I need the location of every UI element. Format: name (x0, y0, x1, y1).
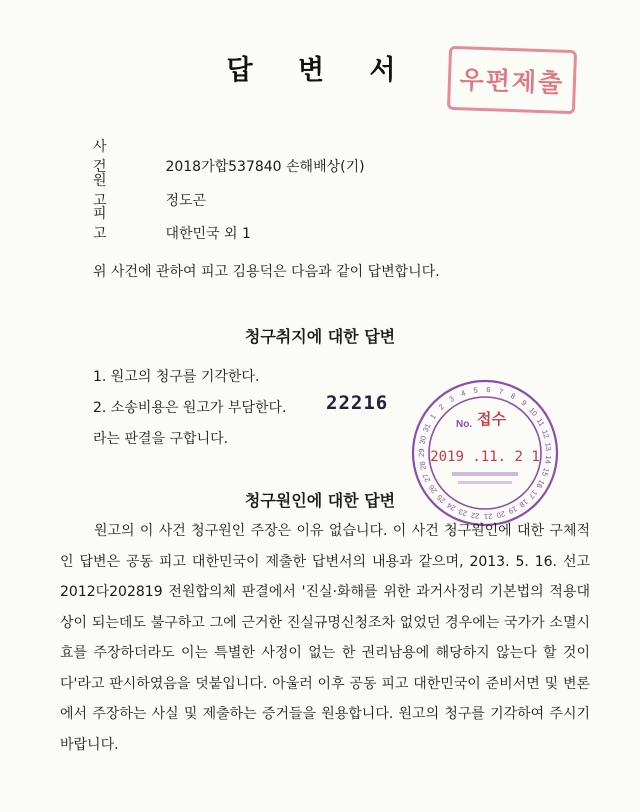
receipt-ring-number: 23 (457, 506, 469, 519)
claim-cause-body: 원고의 이 사건 청구원인 주장은 이유 없습니다. 이 사건 청구원인에 대한 구체적인 답변은 공동 피고 대한민국이 제출한 답변서의 내용과 같으며, 2013. 5. 16. 선고 2012다202819 전원합의체 판결에서 '진실·화해를 위한 과거사정리 기본법의 적용대상이 되는데도 불구하고 그에 근거한 진실규명신청조차 없었던 경우에는 국가가 소멸시효를 주장하더라도 이는 특별한 사정이 없는 한 권리남용에 해당하지 않는다 할 것이다'라고 판시하였음을 덧붙입니다. 아울러 이후 공동 피고 대한민국이 준비서면 및 변론에서 주장하는 사실 및 제출하는 증거들을 원용합니다. 원고의 청구를 기각하여 주시기 바랍니다. (60, 523, 590, 753)
receipt-ring-number: 3 (447, 394, 456, 404)
intro-sentence: 위 사건에 관하여 피고 김용덕은 다음과 같이 답변합니다. (93, 264, 440, 280)
receipt-ring-number: 17 (526, 488, 540, 501)
receipt-ring-number: 9 (519, 398, 529, 408)
receipt-date: 2019 .11. 2 1 (430, 449, 540, 465)
receipt-ring-number: 24 (445, 500, 458, 513)
claim-closing: 라는 판결을 구합니다. (93, 431, 229, 447)
receipt-ring-number: 28 (417, 460, 429, 471)
plaintiff-label: 원고 (93, 173, 123, 209)
receipt-court-line-1 (452, 472, 518, 476)
receipt-ring-number: 26 (426, 483, 439, 496)
receipt-ring-number: 25 (435, 492, 448, 506)
receipt-ring-number: 12 (540, 428, 552, 440)
receipt-ring-number: 15 (539, 466, 552, 478)
receipt-ring-number: 29 (416, 448, 427, 457)
receipt-ring-number: 18 (517, 497, 530, 510)
receipt-ring-number: 13 (543, 442, 554, 452)
receipt-label: 접수 (477, 410, 506, 428)
claim-item-2: 2. 소송비용은 원고가 부담한다. (93, 400, 287, 416)
case-label: 사건 (93, 139, 123, 175)
plaintiff-value: 정도곤 (165, 193, 207, 209)
receipt-ring-number: 1 (428, 412, 438, 421)
section-heading-claim-purpose: 청구취지에 대한 답변 (244, 327, 396, 346)
defendant-label: 피고 (93, 206, 123, 242)
case-value: 2018가합537840 손해배상(기) (165, 159, 365, 175)
postal-submission-stamp: 우편제출 (447, 46, 577, 114)
stamp-number: 22216 (326, 392, 389, 414)
receipt-ring-number: 6 (486, 384, 491, 395)
receipt-ring-number: 7 (497, 386, 505, 397)
receipt-ring-number: 4 (459, 388, 467, 399)
receipt-ring-number: 11 (534, 416, 547, 428)
receipt-ring-number: 20 (495, 509, 506, 520)
receipt-ring-number: 22 (470, 510, 480, 521)
receipt-ring-number: 27 (420, 472, 433, 484)
receipt-ring-number: 2 (436, 402, 446, 412)
receipt-ring-number: 31 (420, 422, 433, 434)
receipt-ring-number: 16 (534, 478, 547, 490)
receipt-ring-number: 19 (507, 504, 519, 516)
document-title: 답 변 서 (226, 55, 414, 86)
receipt-ring-number: 14 (543, 455, 554, 465)
receipt-court-line-2 (458, 481, 512, 484)
receipt-ring-number: 5 (472, 385, 479, 395)
claim-item-1: 1. 원고의 청구를 기각한다. (93, 369, 260, 385)
receipt-ring-number: 30 (417, 434, 429, 446)
case-row-defendant (93, 203, 251, 243)
receipt-ring-number: 8 (509, 391, 517, 402)
defendant-value: 대한민국 외 1 (165, 226, 251, 242)
section-heading-claim-cause: 청구원인에 대한 답변 (244, 491, 396, 510)
receipt-no-label: No. (456, 419, 473, 430)
receipt-ring-number: 10 (527, 405, 540, 418)
receipt-ring-number: 21 (483, 511, 493, 522)
